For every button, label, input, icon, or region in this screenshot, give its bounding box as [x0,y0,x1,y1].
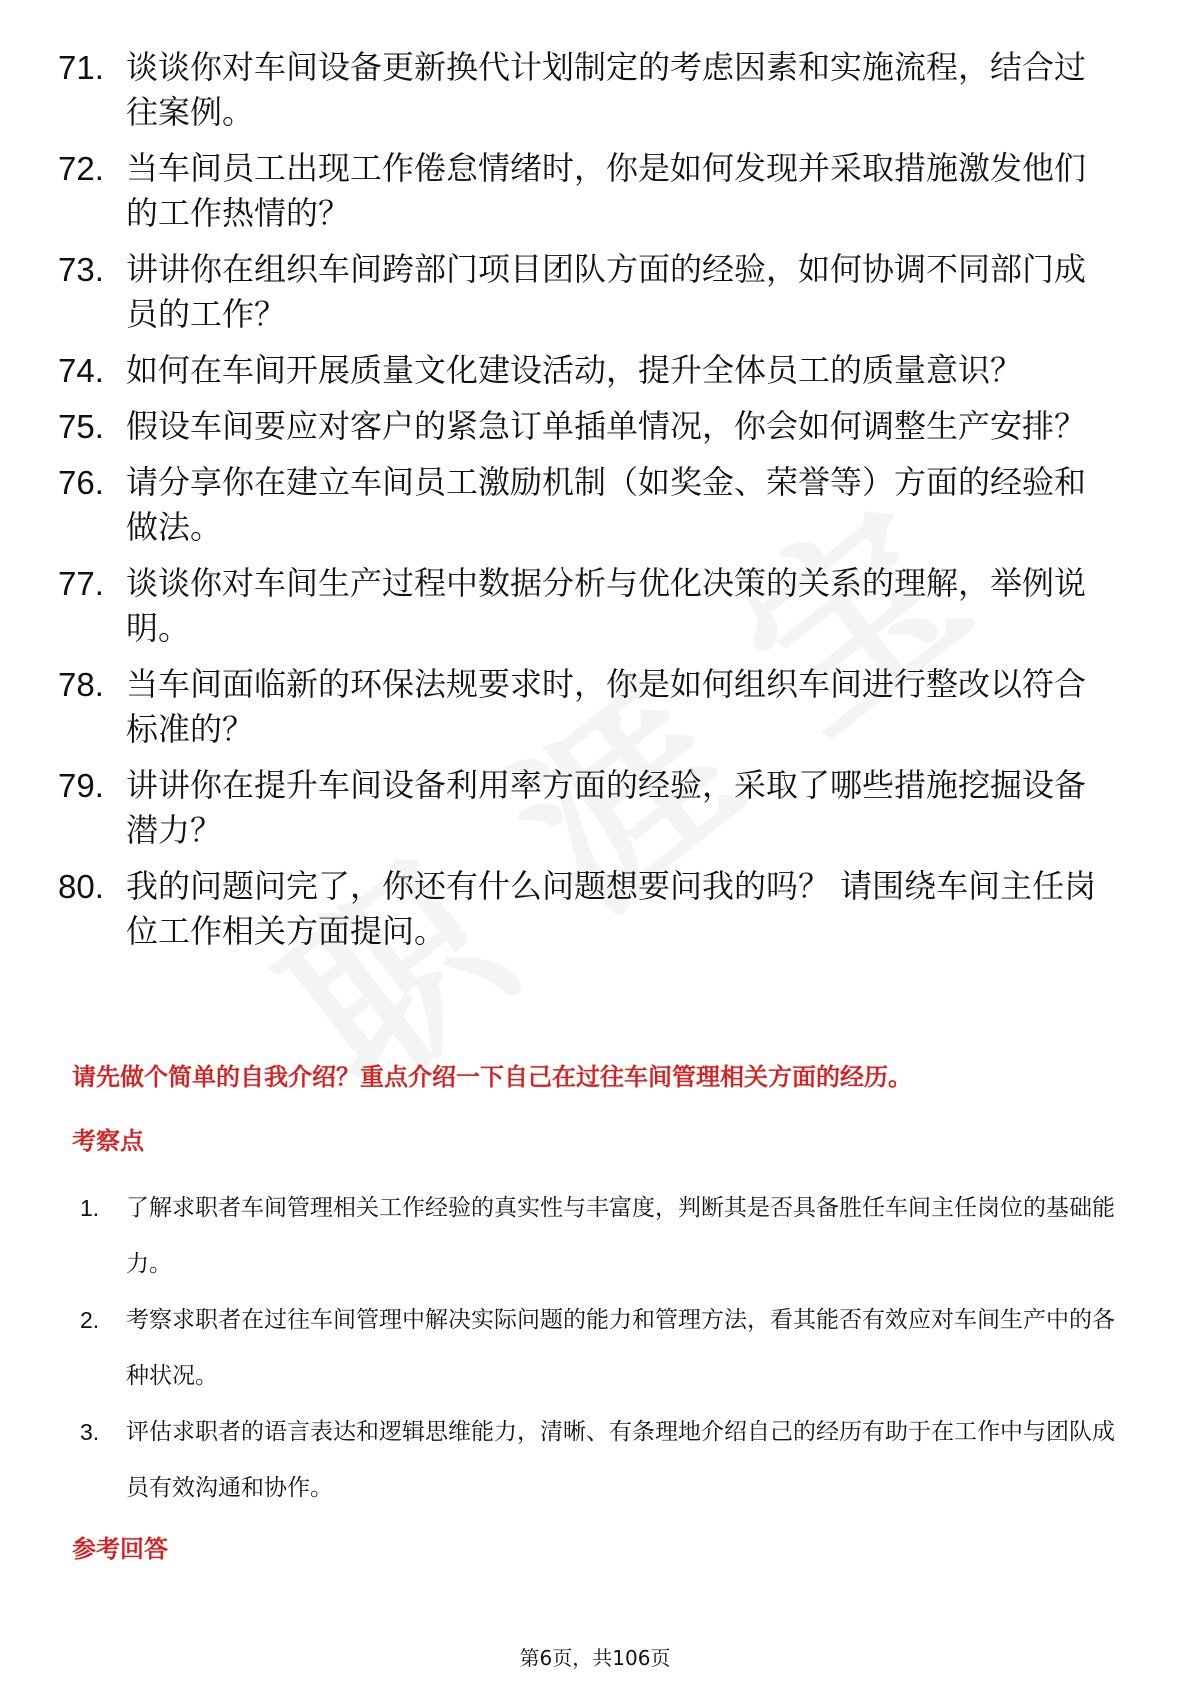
question-text: 谈谈你对车间生产过程中数据分析与优化决策的关系的理解，举例说明。 [126,564,1087,647]
question-number: 80. [58,868,104,905]
list-item [58,348,1138,393]
question-text: 讲讲你在组织车间跨部门项目团队方面的经验，如何协调不同部门成员的工作？ [126,250,1087,333]
question-text: 假设车间要应对客户的紧急订单插单情况，你会如何调整生产安排？ [126,407,1087,445]
question-number: 74. [58,352,104,389]
list-item [58,864,1138,954]
question-text: 当车间员工出现工作倦怠情绪时，你是如何发现并采取措施激发他们的工作热情的？ [126,149,1087,232]
question-list [58,45,1138,965]
question-number: 71. [58,49,104,86]
question-number: 73. [58,251,104,288]
point-number: 1. [80,1195,100,1221]
intro-question: 请先做个简单的自我介绍？重点介绍一下自己在过往车间管理相关方面的经历。 [72,1063,912,1091]
exam-points-list [80,1180,1120,1516]
list-item [80,1404,1120,1516]
point-number: 2. [80,1307,100,1333]
question-number: 78. [58,666,104,703]
reference-answer-title: 参考回答 [72,1535,168,1563]
question-text: 谈谈你对车间设备更新换代计划制定的考虑因素和实施流程，结合过往案例。 [126,48,1087,131]
list-item [80,1180,1120,1292]
list-item [58,404,1138,449]
page-footer: 第6页，共106页 [519,1646,671,1670]
question-text: 请分享你在建立车间员工激励机制（如奖金、荣誉等）方面的经验和做法。 [126,463,1087,546]
list-item [58,45,1138,135]
list-item [58,146,1138,236]
question-number: 77. [58,565,104,602]
list-item [58,763,1138,853]
question-text: 如何在车间开展质量文化建设活动，提升全体员工的质量意识？ [126,351,1023,389]
list-item [58,561,1138,651]
point-text: 考察求职者在过往车间管理中解决实际问题的能力和管理方法，看其能否有效应对车间生产中的各种状况。 [126,1307,1115,1389]
question-text: 讲讲你在提升车间设备利用率方面的经验，采取了哪些措施挖掘设备潜力？ [126,766,1087,849]
list-item [80,1292,1120,1404]
point-text: 了解求职者车间管理相关工作经验的真实性与丰富度，判断其是否具备胜任车间主任岗位的基础能力。 [126,1195,1115,1277]
exam-points-title: 考察点 [72,1127,144,1155]
question-text: 当车间面临新的环保法规要求时，你是如何组织车间进行整改以符合标准的？ [126,665,1087,748]
list-item [58,662,1138,752]
list-item [58,247,1138,337]
point-text: 评估求职者的语言表达和逻辑思维能力，清晰、有条理地介绍自己的经历有助于在工作中与团队成员有效沟通和协作。 [126,1419,1115,1501]
question-number: 75. [58,408,104,445]
point-number: 3. [80,1419,100,1445]
question-text: 我的问题问完了，你还有什么问题想要问我的吗？ 请围绕车间主任岗位工作相关方面提问。 [126,867,1097,950]
list-item [58,460,1138,550]
question-number: 72. [58,150,104,187]
question-number: 79. [58,767,104,804]
question-number: 76. [58,464,104,501]
